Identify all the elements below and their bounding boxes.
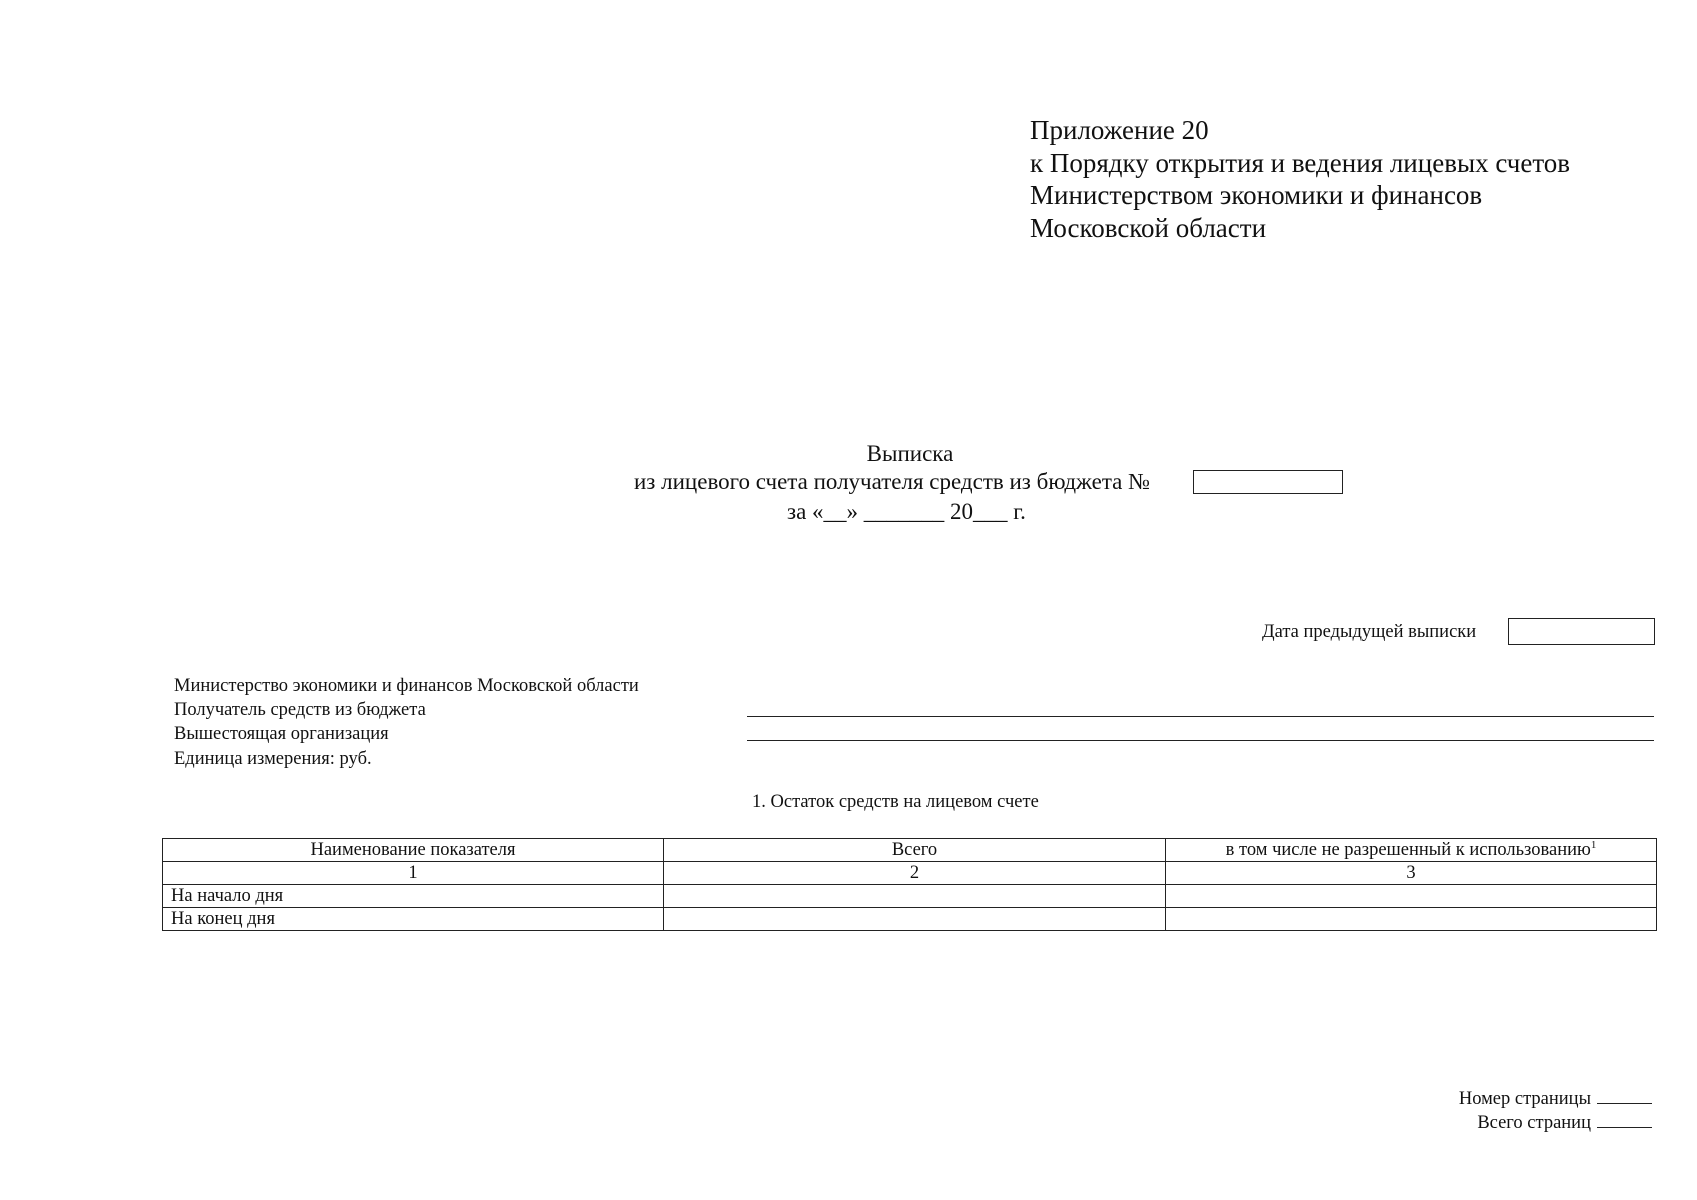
section-title: 1. Остаток средств на лицевом счете (752, 792, 1039, 812)
page-number-field[interactable] (1597, 1089, 1652, 1104)
balance-table (162, 838, 1657, 931)
document-subtitle: из лицевого счета получателя средств из бюджета № (634, 469, 1151, 494)
unit-of-measure: Единица измерения: руб. (174, 749, 372, 769)
page-counters (1459, 1087, 1652, 1135)
restricted-cell[interactable] (1166, 908, 1657, 931)
table-row (163, 908, 1657, 931)
appendix-line: Московской области (1030, 212, 1267, 243)
parent-organization-field[interactable] (747, 740, 1654, 741)
table-header-cell: Всего (664, 839, 1166, 862)
appendix-line: Приложение 20 (1030, 115, 1209, 145)
account-number-field[interactable] (1193, 470, 1343, 494)
appendix-header (1030, 114, 1570, 244)
parent-organization-label: Вышестоящая организация (174, 724, 389, 744)
table-header-row (163, 839, 1657, 862)
table-header-cell: Наименование показателя (163, 839, 664, 862)
row-label: На конец дня (163, 908, 664, 931)
page-number-label: Номер страницы (1458, 1089, 1591, 1109)
organization-name: Министерство экономики и финансов Московской области (174, 676, 639, 696)
total-cell[interactable] (664, 908, 1166, 931)
column-number-row (163, 862, 1657, 885)
previous-statement-date-label: Дата предыдущей выписки (1262, 622, 1477, 642)
column-number-cell: 1 (163, 862, 664, 885)
page-number-row (1459, 1087, 1652, 1111)
table-header-cell: в том числе не разрешенный к использованию$^1$ (1166, 839, 1657, 862)
column-number-cell: 2 (664, 862, 1166, 885)
budget-recipient-label: Получатель средств из бюджета (174, 700, 426, 720)
statement-period: за «__» _______ 20___ г. (787, 499, 1026, 524)
total-pages-label: Всего страниц (1477, 1113, 1591, 1133)
previous-statement-date-field[interactable] (1508, 618, 1655, 645)
total-pages-row (1459, 1111, 1652, 1135)
total-cell[interactable] (664, 885, 1166, 908)
footnote-mark: 1 (1590, 838, 1597, 851)
appendix-line: Министерством экономики и финансов (1030, 180, 1483, 210)
total-pages-field[interactable] (1597, 1113, 1652, 1128)
budget-recipient-field[interactable] (747, 716, 1654, 717)
column-number-cell: 3 (1166, 862, 1657, 885)
restricted-cell[interactable] (1166, 885, 1657, 908)
appendix-line: к Порядку открытия и ведения лицевых счетов (1030, 147, 1571, 178)
table-row (163, 885, 1657, 908)
document-title: Выписка (866, 441, 954, 466)
row-label: На начало дня (163, 885, 664, 908)
